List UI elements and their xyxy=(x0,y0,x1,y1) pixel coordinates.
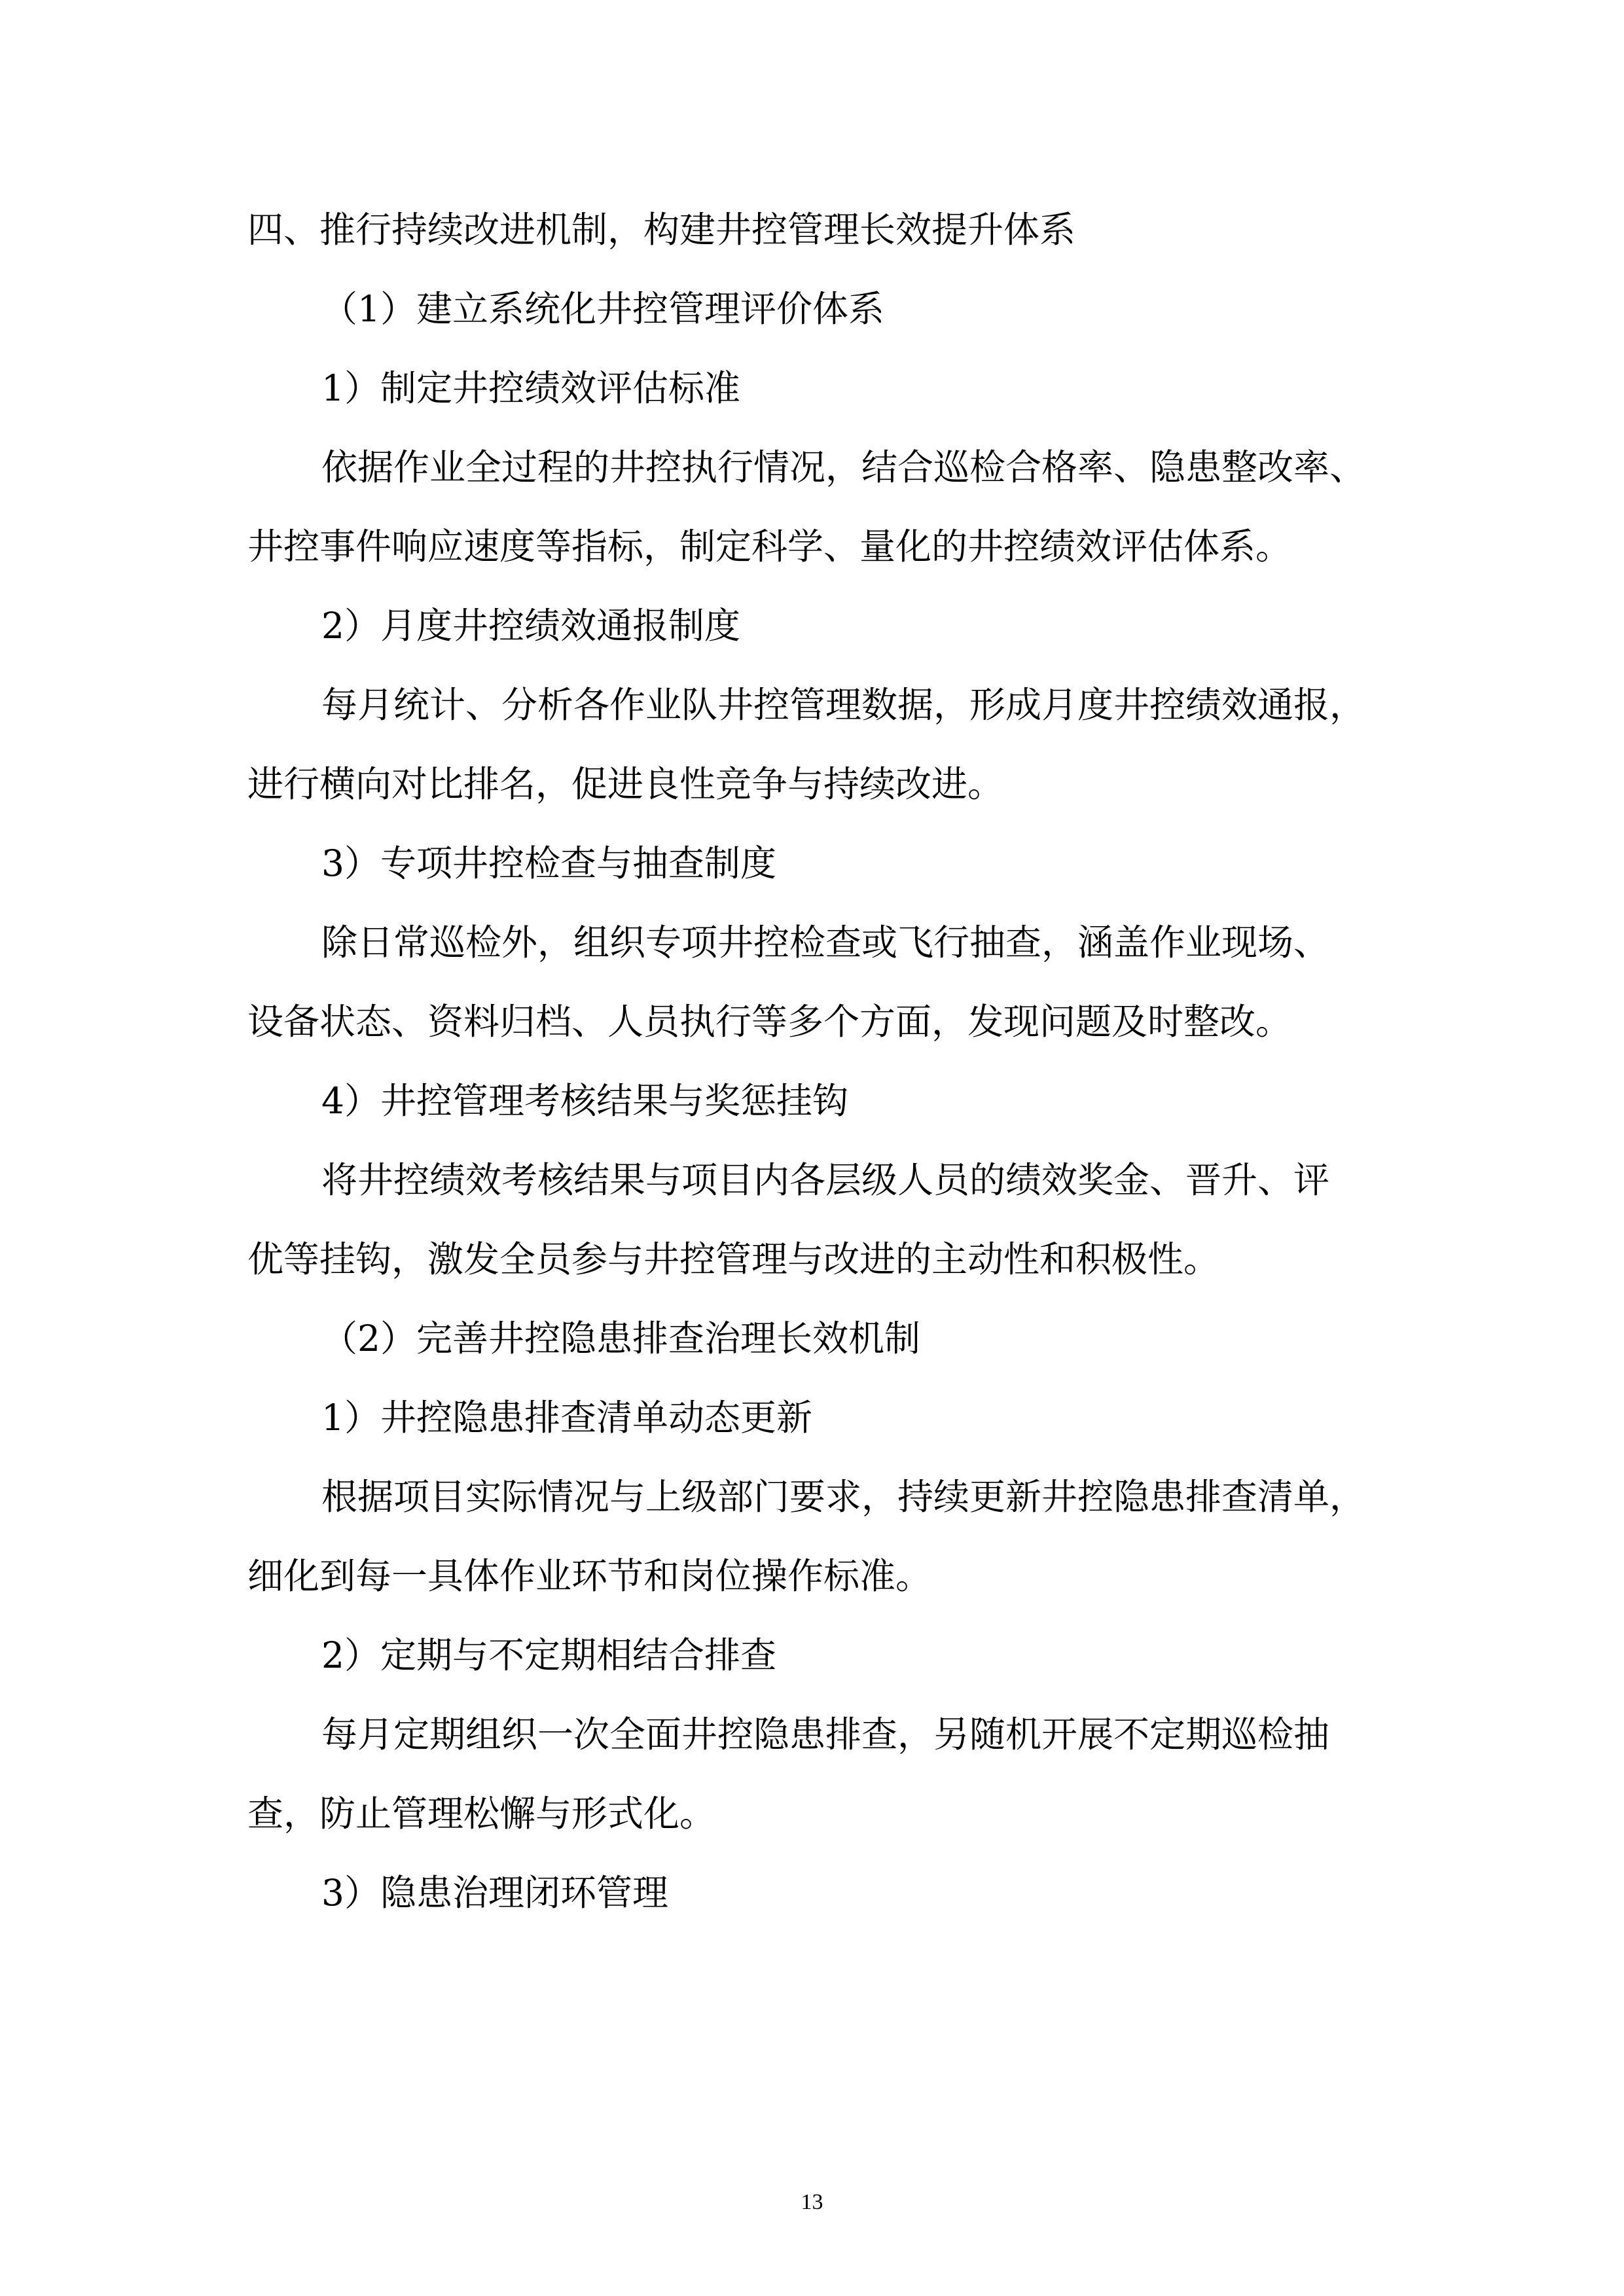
item-heading: 3）专项井控检查与抽查制度 xyxy=(321,842,776,884)
paragraph-line: 将井控绩效考核结果与项目内各层级人员的绩效奖金、晋升、评 xyxy=(321,1159,1330,1201)
paragraph-line: 依据作业全过程的井控执行情况，结合巡检合格率、隐患整改率、 xyxy=(321,446,1366,488)
subsection-heading: （1）建立系统化井控管理评价体系 xyxy=(321,288,884,330)
item-heading: 1）井控隐患排查清单动态更新 xyxy=(321,1397,812,1439)
paragraph-line: 查，防止管理松懈与形式化。 xyxy=(247,1793,716,1835)
paragraph-line: 每月统计、分析各作业队井控管理数据，形成月度井控绩效通报， xyxy=(321,684,1366,726)
paragraph-line: 设备状态、资料归档、人员执行等多个方面，发现问题及时整改。 xyxy=(247,1001,1292,1043)
paragraph-line: 每月定期组织一次全面井控隐患排查，另随机开展不定期巡检抽 xyxy=(321,1713,1330,1755)
paragraph-line: 细化到每一具体作业环节和岗位操作标准。 xyxy=(247,1555,932,1597)
paragraph-line: 进行横向对比排名，促进良性竞争与持续改进。 xyxy=(247,763,1004,805)
paragraph-line: 除日常巡检外，组织专项井控检查或飞行抽查，涵盖作业现场、 xyxy=(321,922,1330,963)
item-heading: 2）定期与不定期相结合排查 xyxy=(321,1634,776,1676)
item-heading: 4）井控管理考核结果与奖惩挂钩 xyxy=(321,1080,848,1122)
paragraph-line: 井控事件响应速度等指标，制定科学、量化的井控绩效评估体系。 xyxy=(247,526,1292,567)
item-heading: 2）月度井控绩效通报制度 xyxy=(321,605,740,647)
item-heading: 1）制定井控绩效评估标准 xyxy=(321,367,740,409)
section-heading: 四、推行持续改进机制，构建井控管理长效提升体系 xyxy=(247,209,1076,251)
paragraph-line: 根据项目实际情况与上级部门要求，持续更新井控隐患排查清单， xyxy=(321,1476,1366,1518)
subsection-heading: （2）完善井控隐患排查治理长效机制 xyxy=(321,1318,920,1359)
paragraph-line: 优等挂钩，激发全员参与井控管理与改进的主动性和积极性。 xyxy=(247,1238,1220,1280)
item-heading: 3）隐患治理闭环管理 xyxy=(321,1872,668,1914)
page-number: 13 xyxy=(801,2190,823,2214)
document-body xyxy=(247,208,1399,1950)
